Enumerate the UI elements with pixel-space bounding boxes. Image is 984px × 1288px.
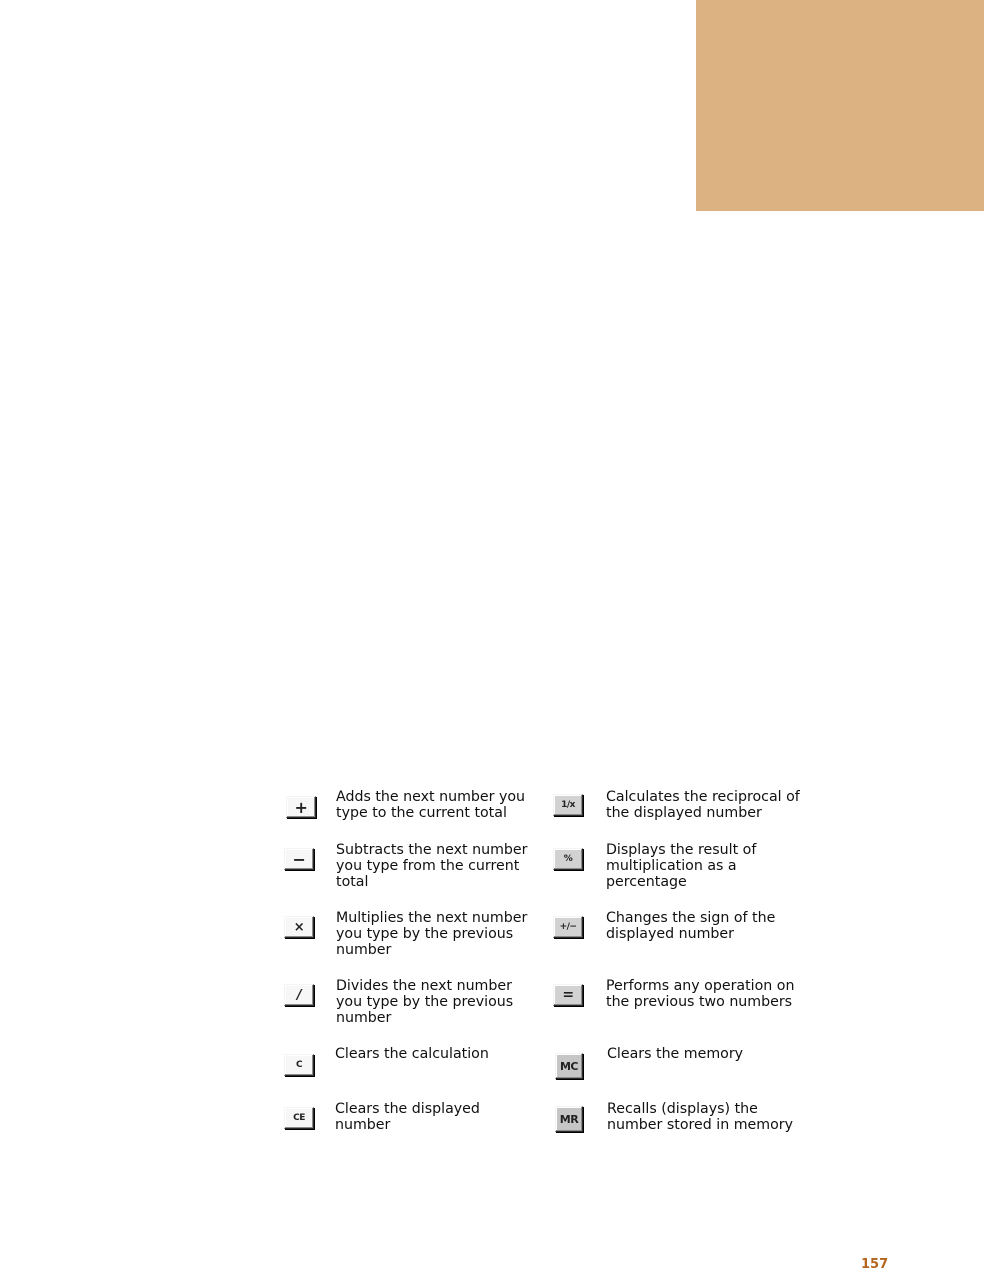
plus-description: Adds the next number you type to the current total [336,789,526,821]
reciprocal-key-icon: 1/x [553,794,583,816]
divide-key-icon: / [284,984,314,1006]
minus-description: Subtracts the next number you type from the current total [336,842,528,890]
clear-entry-key-icon: CE [284,1107,314,1129]
multiply-key-icon: × [284,916,314,938]
percent-key-icon: % [553,848,583,870]
corner-color-block [696,0,984,211]
plus-key-icon: + [286,796,316,818]
clear-key-icon: C [284,1054,314,1076]
divide-description: Divides the next number you type by the previous number [336,978,514,1026]
multiply-description: Multiplies the next number you type by the previous number [336,910,528,958]
page-number: 157 [861,1257,889,1272]
plus-minus-description: Changes the sign of the displayed number [606,910,776,942]
reciprocal-description: Calculates the reciprocal of the displayed number [606,789,800,821]
plus-minus-key-icon: +/− [553,916,583,938]
equals-key-icon: = [553,984,583,1006]
memory-recall-description: Recalls (displays) the number stored in memory [607,1101,794,1133]
clear-description: Clears the calculation [335,1046,489,1062]
equals-description: Performs any operation on the previous two numbers [606,978,795,1010]
memory-recall-key-icon: MR [555,1106,583,1132]
memory-clear-description: Clears the memory [607,1046,744,1062]
memory-clear-key-icon: MC [555,1053,583,1079]
minus-key-icon: − [284,848,314,870]
clear-entry-description: Clears the displayed number [335,1101,480,1133]
percent-description: Displays the result of multiplication as a percentage [606,842,757,890]
